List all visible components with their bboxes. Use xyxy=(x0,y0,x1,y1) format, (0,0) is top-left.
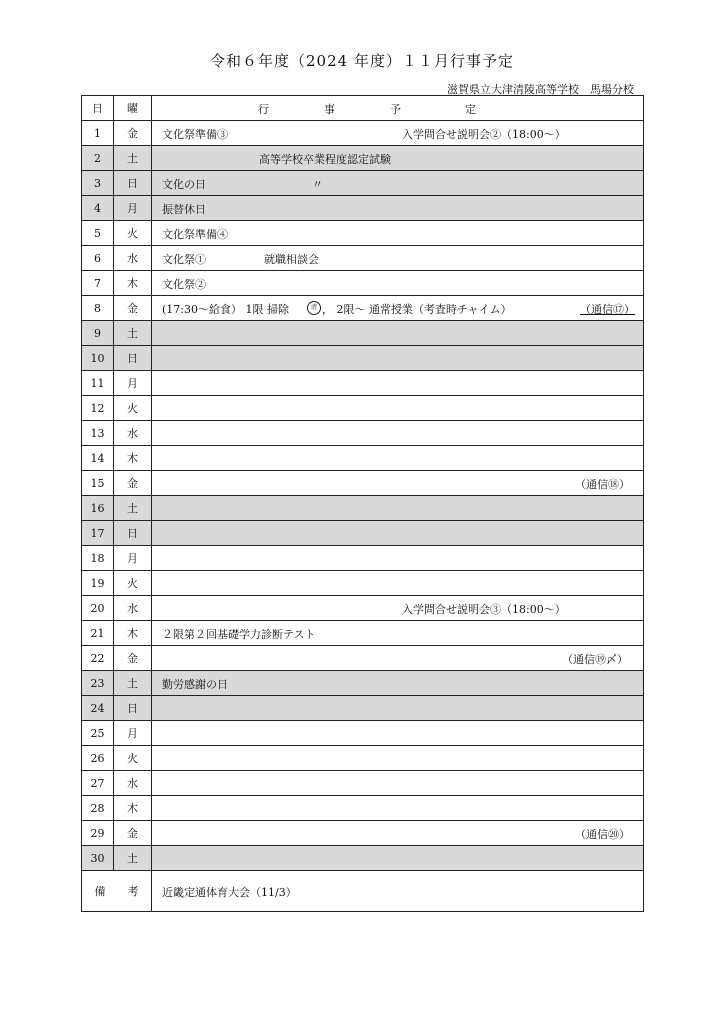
day-cell: 21 xyxy=(82,621,114,646)
events-cell xyxy=(152,846,644,871)
header-day: 日 xyxy=(82,96,114,121)
day-cell: 10 xyxy=(82,346,114,371)
events-cell xyxy=(152,821,644,846)
weekday-cell: 火 xyxy=(114,221,152,246)
day-cell: 4 xyxy=(82,196,114,221)
schedule-row xyxy=(82,496,644,521)
events-cell xyxy=(152,546,644,571)
event-text: 〃 xyxy=(312,178,323,191)
events-cell xyxy=(152,196,644,221)
schedule-row xyxy=(82,121,644,146)
weekday-cell: 水 xyxy=(114,771,152,796)
event-text: 就職相談会 xyxy=(264,253,319,266)
schedule-row xyxy=(82,821,644,846)
day-cell: 12 xyxy=(82,396,114,421)
schedule-row xyxy=(82,746,644,771)
event-text: 高等学校卒業程度認定試験 xyxy=(259,153,391,166)
day-cell: 18 xyxy=(82,546,114,571)
events-cell xyxy=(152,771,644,796)
schedule-row xyxy=(82,721,644,746)
events-cell xyxy=(152,121,644,146)
events-cell xyxy=(152,296,644,321)
weekday-cell: 月 xyxy=(114,196,152,221)
schedule-row xyxy=(82,271,644,296)
event-text: 文化祭② xyxy=(162,278,206,291)
schedule-row xyxy=(82,771,644,796)
weekday-cell: 土 xyxy=(114,846,152,871)
header-events-char: 定 xyxy=(465,103,476,116)
weekday-cell: 火 xyxy=(114,746,152,771)
event-text: 入学問合せ説明会②（18:00～） xyxy=(402,128,566,141)
event-text: ， 2限～ 通常授業（考査時チャイム） xyxy=(322,303,512,316)
events-cell xyxy=(152,146,644,171)
event-text: （通信⑳） xyxy=(575,828,630,841)
day-cell: 28 xyxy=(82,796,114,821)
events-cell xyxy=(152,721,644,746)
day-cell: 11 xyxy=(82,371,114,396)
schedule-row xyxy=(82,646,644,671)
event-text: 文化祭準備④ xyxy=(162,228,228,241)
event-text: 振替休日 xyxy=(162,203,206,216)
schedule-row xyxy=(82,621,644,646)
weekday-cell: 木 xyxy=(114,621,152,646)
day-cell: 29 xyxy=(82,821,114,846)
schedule-row xyxy=(82,546,644,571)
events-cell xyxy=(152,796,644,821)
weekday-cell: 日 xyxy=(114,346,152,371)
circled-glyph: 清 xyxy=(307,301,321,315)
day-cell: 30 xyxy=(82,846,114,871)
weekday-cell: 木 xyxy=(114,446,152,471)
day-cell: 15 xyxy=(82,471,114,496)
events-cell xyxy=(152,446,644,471)
schedule-row xyxy=(82,446,644,471)
schedule-row xyxy=(82,171,644,196)
schedule-row xyxy=(82,346,644,371)
day-cell: 22 xyxy=(82,646,114,671)
events-cell xyxy=(152,671,644,696)
weekday-cell: 土 xyxy=(114,321,152,346)
event-text: 文化祭① xyxy=(162,253,206,266)
schedule-row xyxy=(82,471,644,496)
header-events-char: 予 xyxy=(390,103,401,116)
schedule-row xyxy=(82,521,644,546)
events-cell xyxy=(152,321,644,346)
event-text: 入学問合せ説明会③（18:00～） xyxy=(402,603,566,616)
weekday-cell: 月 xyxy=(114,546,152,571)
day-cell: 17 xyxy=(82,521,114,546)
school-name: 滋賀県立大津清陵高等学校 馬場分校 xyxy=(447,83,634,96)
header-events xyxy=(152,96,644,121)
events-cell xyxy=(152,171,644,196)
day-cell: 14 xyxy=(82,446,114,471)
schedule-row xyxy=(82,221,644,246)
header-weekday: 曜 xyxy=(114,96,152,121)
events-cell xyxy=(152,396,644,421)
weekday-cell: 日 xyxy=(114,171,152,196)
weekday-cell: 木 xyxy=(114,796,152,821)
remarks-text: 近畿定通体育大会（11/3） xyxy=(162,886,297,899)
weekday-cell: 月 xyxy=(114,721,152,746)
remarks-row xyxy=(82,871,644,912)
events-cell xyxy=(152,521,644,546)
schedule-body xyxy=(82,121,644,871)
day-cell: 7 xyxy=(82,271,114,296)
day-cell: 16 xyxy=(82,496,114,521)
weekday-cell: 日 xyxy=(114,521,152,546)
events-cell xyxy=(152,271,644,296)
events-cell xyxy=(152,246,644,271)
weekday-cell: 木 xyxy=(114,271,152,296)
day-cell: 26 xyxy=(82,746,114,771)
schedule-row xyxy=(82,596,644,621)
weekday-cell: 火 xyxy=(114,396,152,421)
day-cell: 27 xyxy=(82,771,114,796)
event-text: （通信⑰） xyxy=(580,303,635,316)
schedule-row xyxy=(82,571,644,596)
events-cell xyxy=(152,496,644,521)
remarks-cell xyxy=(152,871,644,912)
day-cell: 6 xyxy=(82,246,114,271)
day-cell: 24 xyxy=(82,696,114,721)
weekday-cell: 金 xyxy=(114,646,152,671)
schedule-row xyxy=(82,321,644,346)
weekday-cell: 土 xyxy=(114,496,152,521)
schedule-row xyxy=(82,196,644,221)
day-cell: 13 xyxy=(82,421,114,446)
day-cell: 1 xyxy=(82,121,114,146)
weekday-cell: 月 xyxy=(114,371,152,396)
schedule-row xyxy=(82,846,644,871)
day-cell: 19 xyxy=(82,571,114,596)
day-cell: 8 xyxy=(82,296,114,321)
schedule-row xyxy=(82,371,644,396)
day-cell: 9 xyxy=(82,321,114,346)
event-text: (17:30～給食） 1限 掃除 xyxy=(162,303,289,316)
weekday-cell: 水 xyxy=(114,421,152,446)
schedule-row xyxy=(82,696,644,721)
page-title: 令和６年度（2024 年度）１１月行事予定 xyxy=(210,52,514,70)
events-cell xyxy=(152,596,644,621)
event-text: 勤労感謝の日 xyxy=(162,678,228,691)
header-events-char: 行 xyxy=(258,103,269,116)
header-events-char: 事 xyxy=(324,103,335,116)
weekday-cell: 金 xyxy=(114,296,152,321)
events-cell xyxy=(152,746,644,771)
schedule-row xyxy=(82,146,644,171)
weekday-cell: 土 xyxy=(114,146,152,171)
event-text: 文化の日 xyxy=(162,178,206,191)
weekday-cell: 土 xyxy=(114,671,152,696)
remarks-label: 備 考 xyxy=(82,871,152,912)
event-text: （通信⑲〆） xyxy=(562,653,628,666)
schedule-row xyxy=(82,671,644,696)
events-cell xyxy=(152,471,644,496)
events-cell xyxy=(152,346,644,371)
weekday-cell: 金 xyxy=(114,471,152,496)
events-cell xyxy=(152,646,644,671)
event-text: （通信⑱） xyxy=(575,478,630,491)
table-header-row xyxy=(82,96,644,121)
weekday-cell: 水 xyxy=(114,596,152,621)
schedule-row xyxy=(82,246,644,271)
event-text: ２限第２回基礎学力診断テスト xyxy=(162,628,316,641)
events-cell xyxy=(152,621,644,646)
events-cell xyxy=(152,421,644,446)
schedule-row xyxy=(82,421,644,446)
weekday-cell: 金 xyxy=(114,821,152,846)
day-cell: 5 xyxy=(82,221,114,246)
event-text: 文化祭準備③ xyxy=(162,128,228,141)
day-cell: 23 xyxy=(82,671,114,696)
schedule-row xyxy=(82,796,644,821)
day-cell: 3 xyxy=(82,171,114,196)
weekday-cell: 金 xyxy=(114,121,152,146)
day-cell: 25 xyxy=(82,721,114,746)
schedule-table xyxy=(81,95,644,912)
schedule-row xyxy=(82,396,644,421)
day-cell: 2 xyxy=(82,146,114,171)
schedule-row xyxy=(82,296,644,321)
events-cell xyxy=(152,221,644,246)
day-cell: 20 xyxy=(82,596,114,621)
weekday-cell: 水 xyxy=(114,246,152,271)
events-cell xyxy=(152,696,644,721)
circled-char xyxy=(307,301,321,315)
events-cell xyxy=(152,371,644,396)
weekday-cell: 火 xyxy=(114,571,152,596)
weekday-cell: 日 xyxy=(114,696,152,721)
events-cell xyxy=(152,571,644,596)
